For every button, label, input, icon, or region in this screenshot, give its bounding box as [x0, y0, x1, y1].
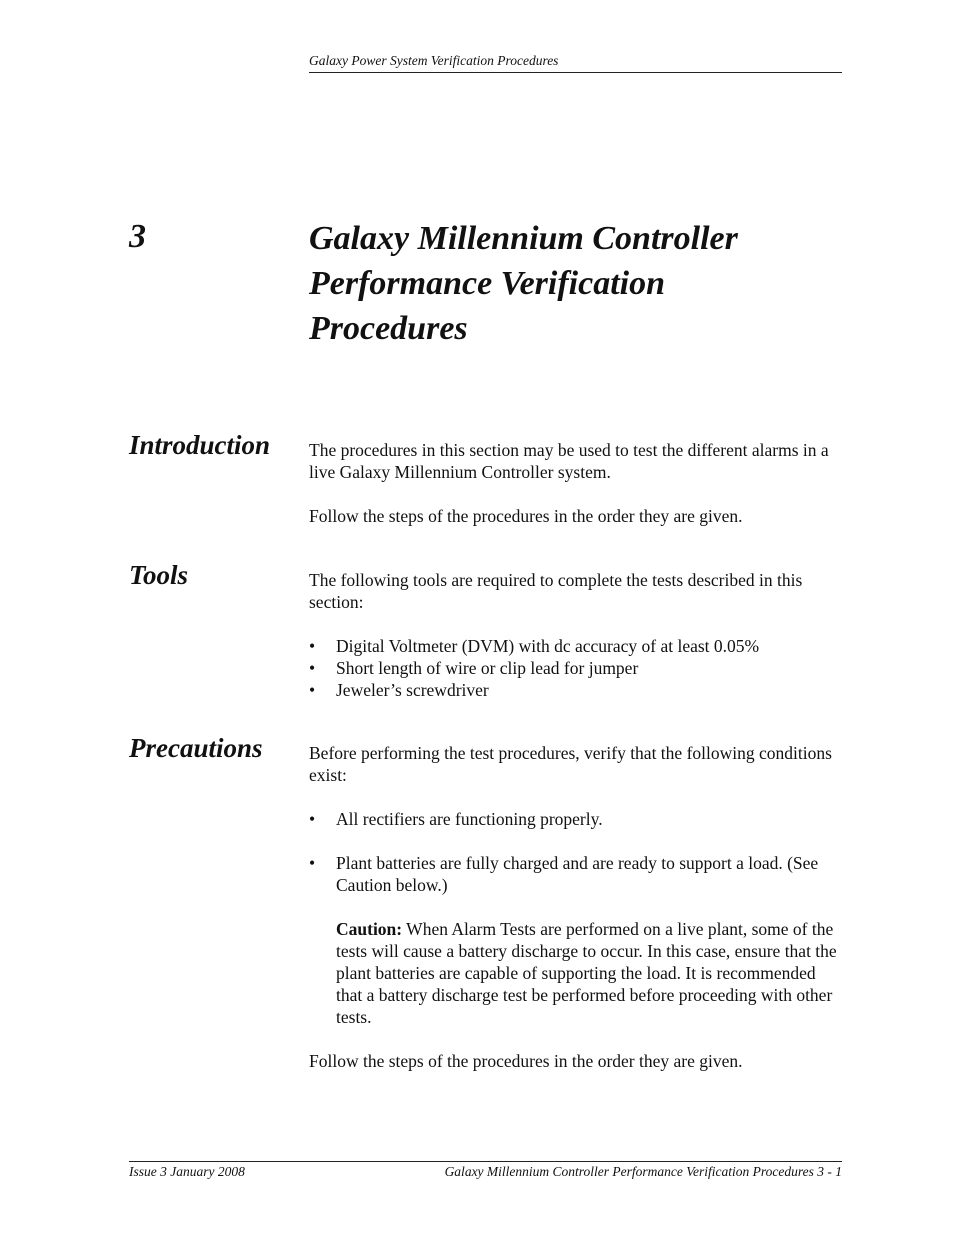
precautions-item-text: Plant batteries are fully charged and are ready to support a load. (See Caution below.)	[336, 853, 819, 895]
bullet-icon: •	[309, 809, 316, 829]
running-footer	[129, 1161, 842, 1180]
bullet-icon: •	[309, 658, 316, 678]
footer-title-page: Galaxy Millennium Controller Performance Verification Procedures 3 - 1	[444, 1164, 842, 1179]
footer-issue: Issue 3 January 2008	[129, 1164, 245, 1179]
list-item	[309, 808, 844, 830]
tools-intro: The following tools are required to complete the tests described in this section:	[309, 570, 803, 612]
tools-item-text: Jeweler’s screwdriver	[336, 680, 489, 700]
precautions-list	[309, 808, 844, 1028]
chapter-number: 3	[129, 218, 146, 255]
caution-note	[336, 918, 844, 1028]
list-item	[309, 679, 844, 701]
chapter-title-line-1: Galaxy Millennium Controller	[309, 220, 738, 257]
caution-text: When Alarm Tests are performed on a live plant, some of the tests will cause a battery discharge to occur. In this case, ensure that the plant batteries are capable of supporting the load. It is recommended that a battery discharge test be performed before proceeding with other tests.	[336, 919, 837, 1027]
introduction-paragraph-1: The procedures in this section may be used to test the different alarms in a live Galaxy Millennium Controller system.	[309, 440, 829, 482]
precautions-body	[309, 742, 844, 1072]
introduction-paragraph-2: Follow the steps of the procedures in the order they are given.	[309, 506, 743, 526]
list-item	[309, 852, 844, 1028]
caution-label: Caution:	[336, 919, 403, 939]
running-header: Galaxy Power System Verification Procedures	[309, 53, 842, 73]
list-item	[309, 635, 844, 657]
chapter-title-line-3: Procedures	[309, 310, 468, 347]
chapter-title	[309, 216, 849, 351]
tools-heading: Tools	[129, 560, 189, 590]
list-item	[309, 657, 844, 679]
introduction-body	[309, 439, 844, 527]
bullet-icon: •	[309, 680, 316, 700]
bullet-icon: •	[309, 853, 316, 873]
precautions-heading: Precautions	[129, 733, 263, 763]
precautions-closing: Follow the steps of the procedures in the order they are given.	[309, 1051, 743, 1071]
introduction-heading: Introduction	[129, 430, 271, 460]
bullet-icon: •	[309, 636, 316, 656]
tools-item-text: Digital Voltmeter (DVM) with dc accuracy of at least 0.05%	[336, 636, 760, 656]
tools-list	[309, 635, 844, 701]
precautions-intro: Before performing the test procedures, verify that the following conditions exist:	[309, 743, 832, 785]
chapter-title-line-2: Performance Verification	[309, 265, 666, 302]
precautions-item-text: All rectifiers are functioning properly.	[336, 809, 603, 829]
tools-body	[309, 569, 844, 723]
tools-item-text: Short length of wire or clip lead for jumper	[336, 658, 639, 678]
